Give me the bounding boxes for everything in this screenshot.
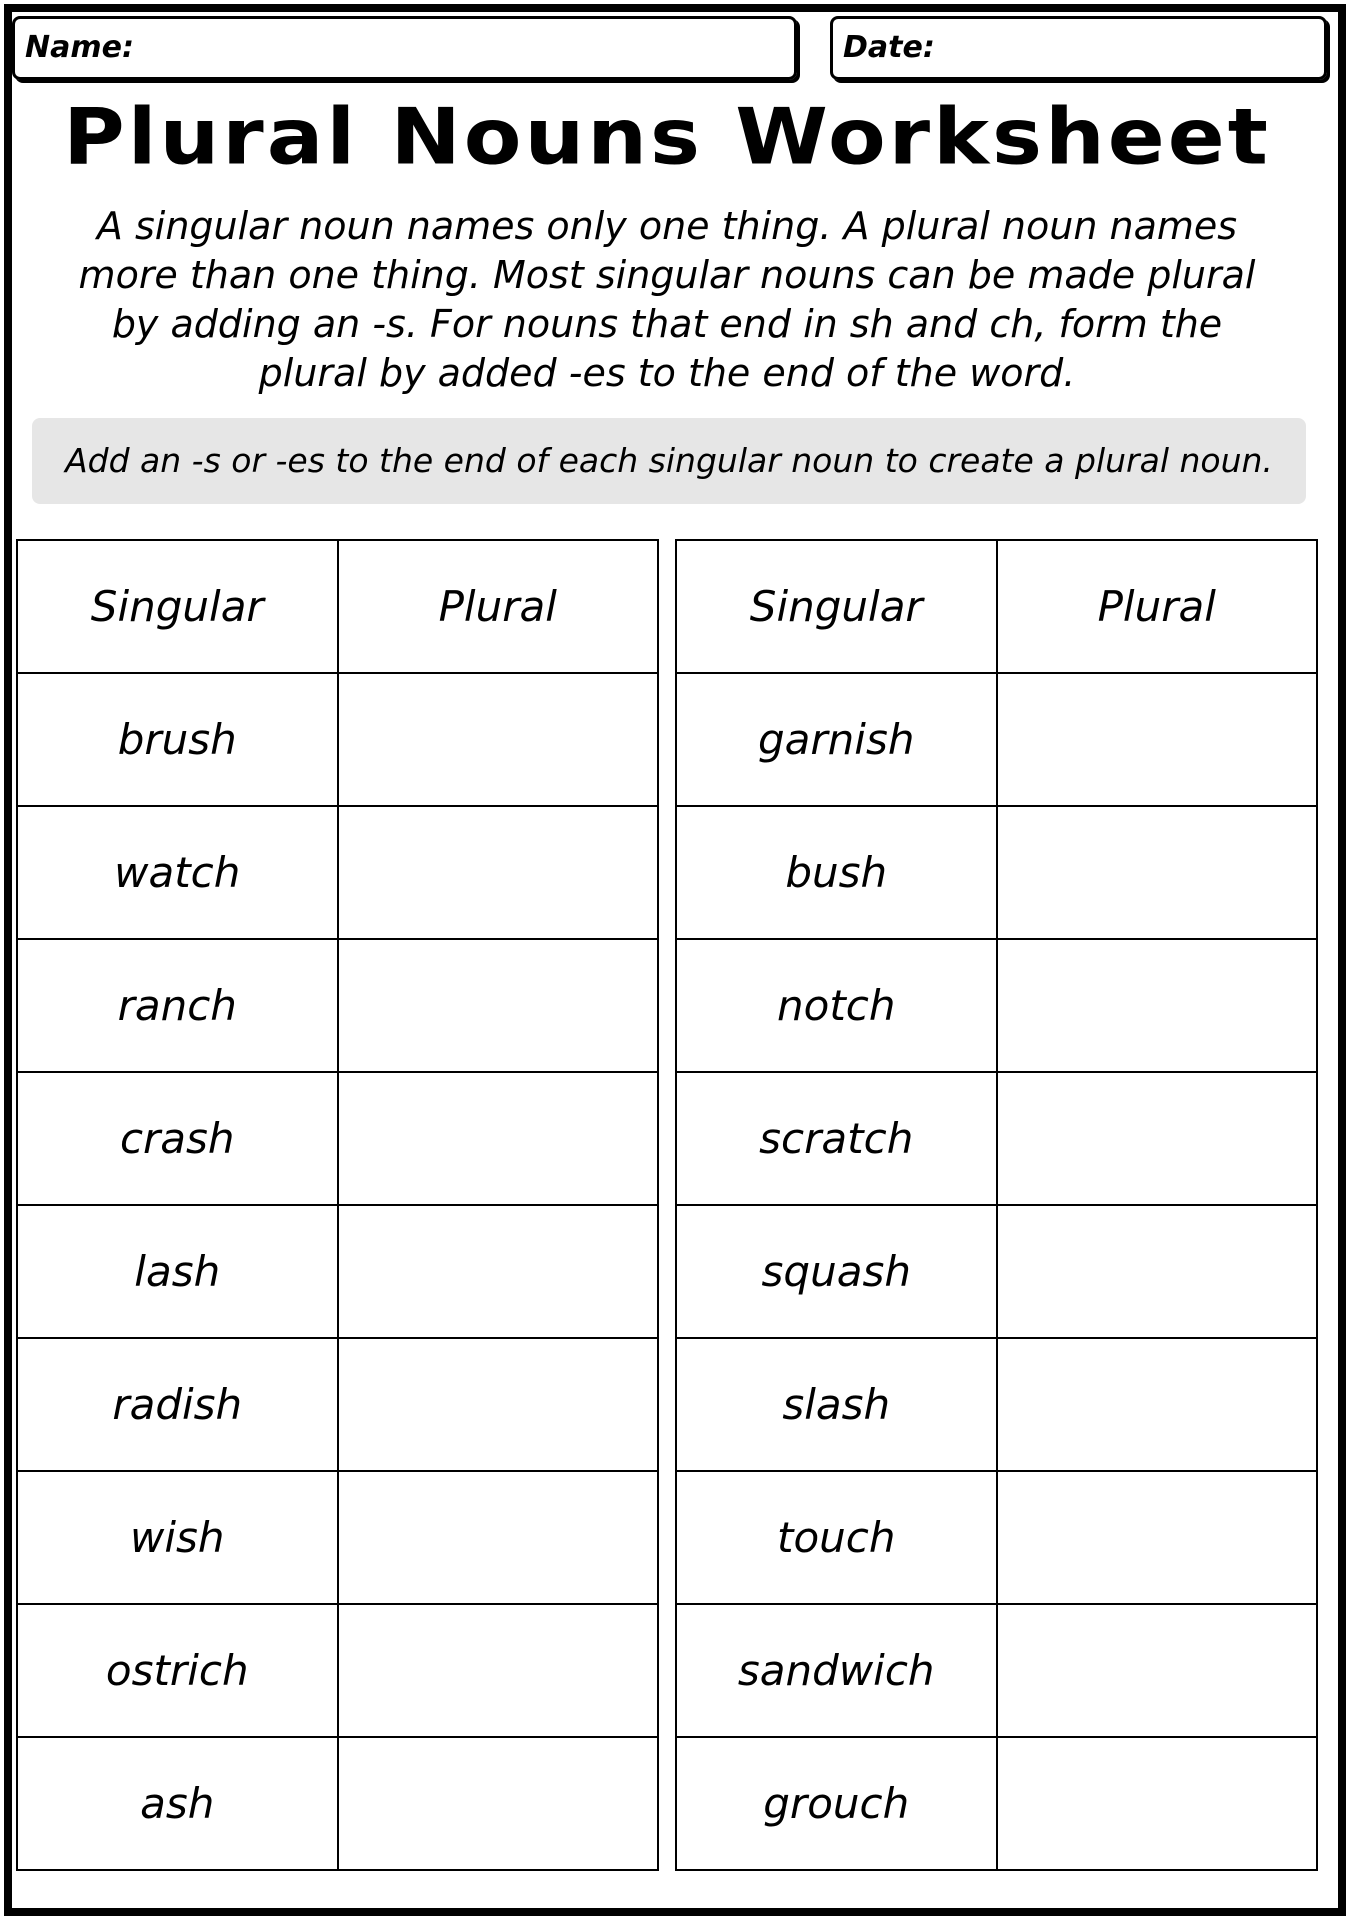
singular-word: ranch — [17, 939, 338, 1072]
table-row — [676, 1205, 1317, 1338]
plural-answer-cell[interactable] — [997, 1338, 1318, 1471]
plural-answer-cell[interactable] — [338, 1604, 659, 1737]
plural-answer-cell[interactable] — [997, 1737, 1318, 1870]
plural-answer-cell[interactable] — [997, 1205, 1318, 1338]
table-row — [676, 1338, 1317, 1471]
singular-word: bush — [676, 806, 997, 939]
singular-word: grouch — [676, 1737, 997, 1870]
table-row — [676, 1072, 1317, 1205]
singular-word: lash — [17, 1205, 338, 1338]
singular-word: squash — [676, 1205, 997, 1338]
table-row — [17, 1072, 658, 1205]
plural-answer-cell[interactable] — [338, 1338, 659, 1471]
singular-header: Singular — [676, 540, 997, 673]
plural-answer-cell[interactable] — [338, 939, 659, 1072]
date-label: Date: — [843, 30, 935, 65]
singular-word: scratch — [676, 1072, 997, 1205]
plural-answer-cell[interactable] — [997, 673, 1318, 806]
singular-word: garnish — [676, 673, 997, 806]
intro-text: A singular noun names only one thing. A plural noun names more than one thing. Most singular nouns can be made plural by adding an -s. For nouns that end in sh and ch, form the plural by added -es to the end of the word. — [78, 204, 1256, 395]
singular-word: crash — [17, 1072, 338, 1205]
singular-word: ostrich — [17, 1604, 338, 1737]
table-row — [676, 806, 1317, 939]
singular-word: brush — [17, 673, 338, 806]
plural-answer-cell[interactable] — [997, 1072, 1318, 1205]
plural-answer-cell[interactable] — [997, 1604, 1318, 1737]
singular-word: wish — [17, 1471, 338, 1604]
singular-word: radish — [17, 1338, 338, 1471]
left-word-table — [16, 539, 659, 1871]
plural-answer-cell[interactable] — [338, 1072, 659, 1205]
plural-answer-cell[interactable] — [338, 1205, 659, 1338]
table-row — [17, 1737, 658, 1870]
table-row — [17, 1338, 658, 1471]
singular-word: slash — [676, 1338, 997, 1471]
singular-word: touch — [676, 1471, 997, 1604]
instruction-banner: Add an -s or -es to the end of each singular noun to create a plural noun. — [32, 418, 1306, 504]
table-row — [17, 1604, 658, 1737]
plural-answer-cell[interactable] — [338, 1471, 659, 1604]
singular-word: watch — [17, 806, 338, 939]
plural-answer-cell[interactable] — [997, 806, 1318, 939]
table-row — [17, 806, 658, 939]
singular-word: sandwich — [676, 1604, 997, 1737]
plural-answer-cell[interactable] — [997, 1471, 1318, 1604]
table-row — [676, 673, 1317, 806]
plural-header: Plural — [338, 540, 659, 673]
plural-header: Plural — [997, 540, 1318, 673]
table-row — [676, 1604, 1317, 1737]
plural-answer-cell[interactable] — [997, 939, 1318, 1072]
table-row — [676, 939, 1317, 1072]
singular-word: notch — [676, 939, 997, 1072]
table-row — [17, 673, 658, 806]
name-field[interactable] — [12, 16, 797, 80]
table-row — [676, 1737, 1317, 1870]
table-row — [676, 1471, 1317, 1604]
plural-answer-cell[interactable] — [338, 1737, 659, 1870]
singular-word: ash — [17, 1737, 338, 1870]
singular-header: Singular — [17, 540, 338, 673]
right-word-table — [675, 539, 1318, 1871]
plural-answer-cell[interactable] — [338, 806, 659, 939]
table-row — [17, 1205, 658, 1338]
name-label: Name: — [25, 30, 134, 65]
plural-answer-cell[interactable] — [338, 673, 659, 806]
table-row — [17, 939, 658, 1072]
page-title: Plural Nouns Worksheet — [63, 91, 1271, 183]
table-row — [17, 1471, 658, 1604]
date-field[interactable] — [830, 16, 1327, 80]
